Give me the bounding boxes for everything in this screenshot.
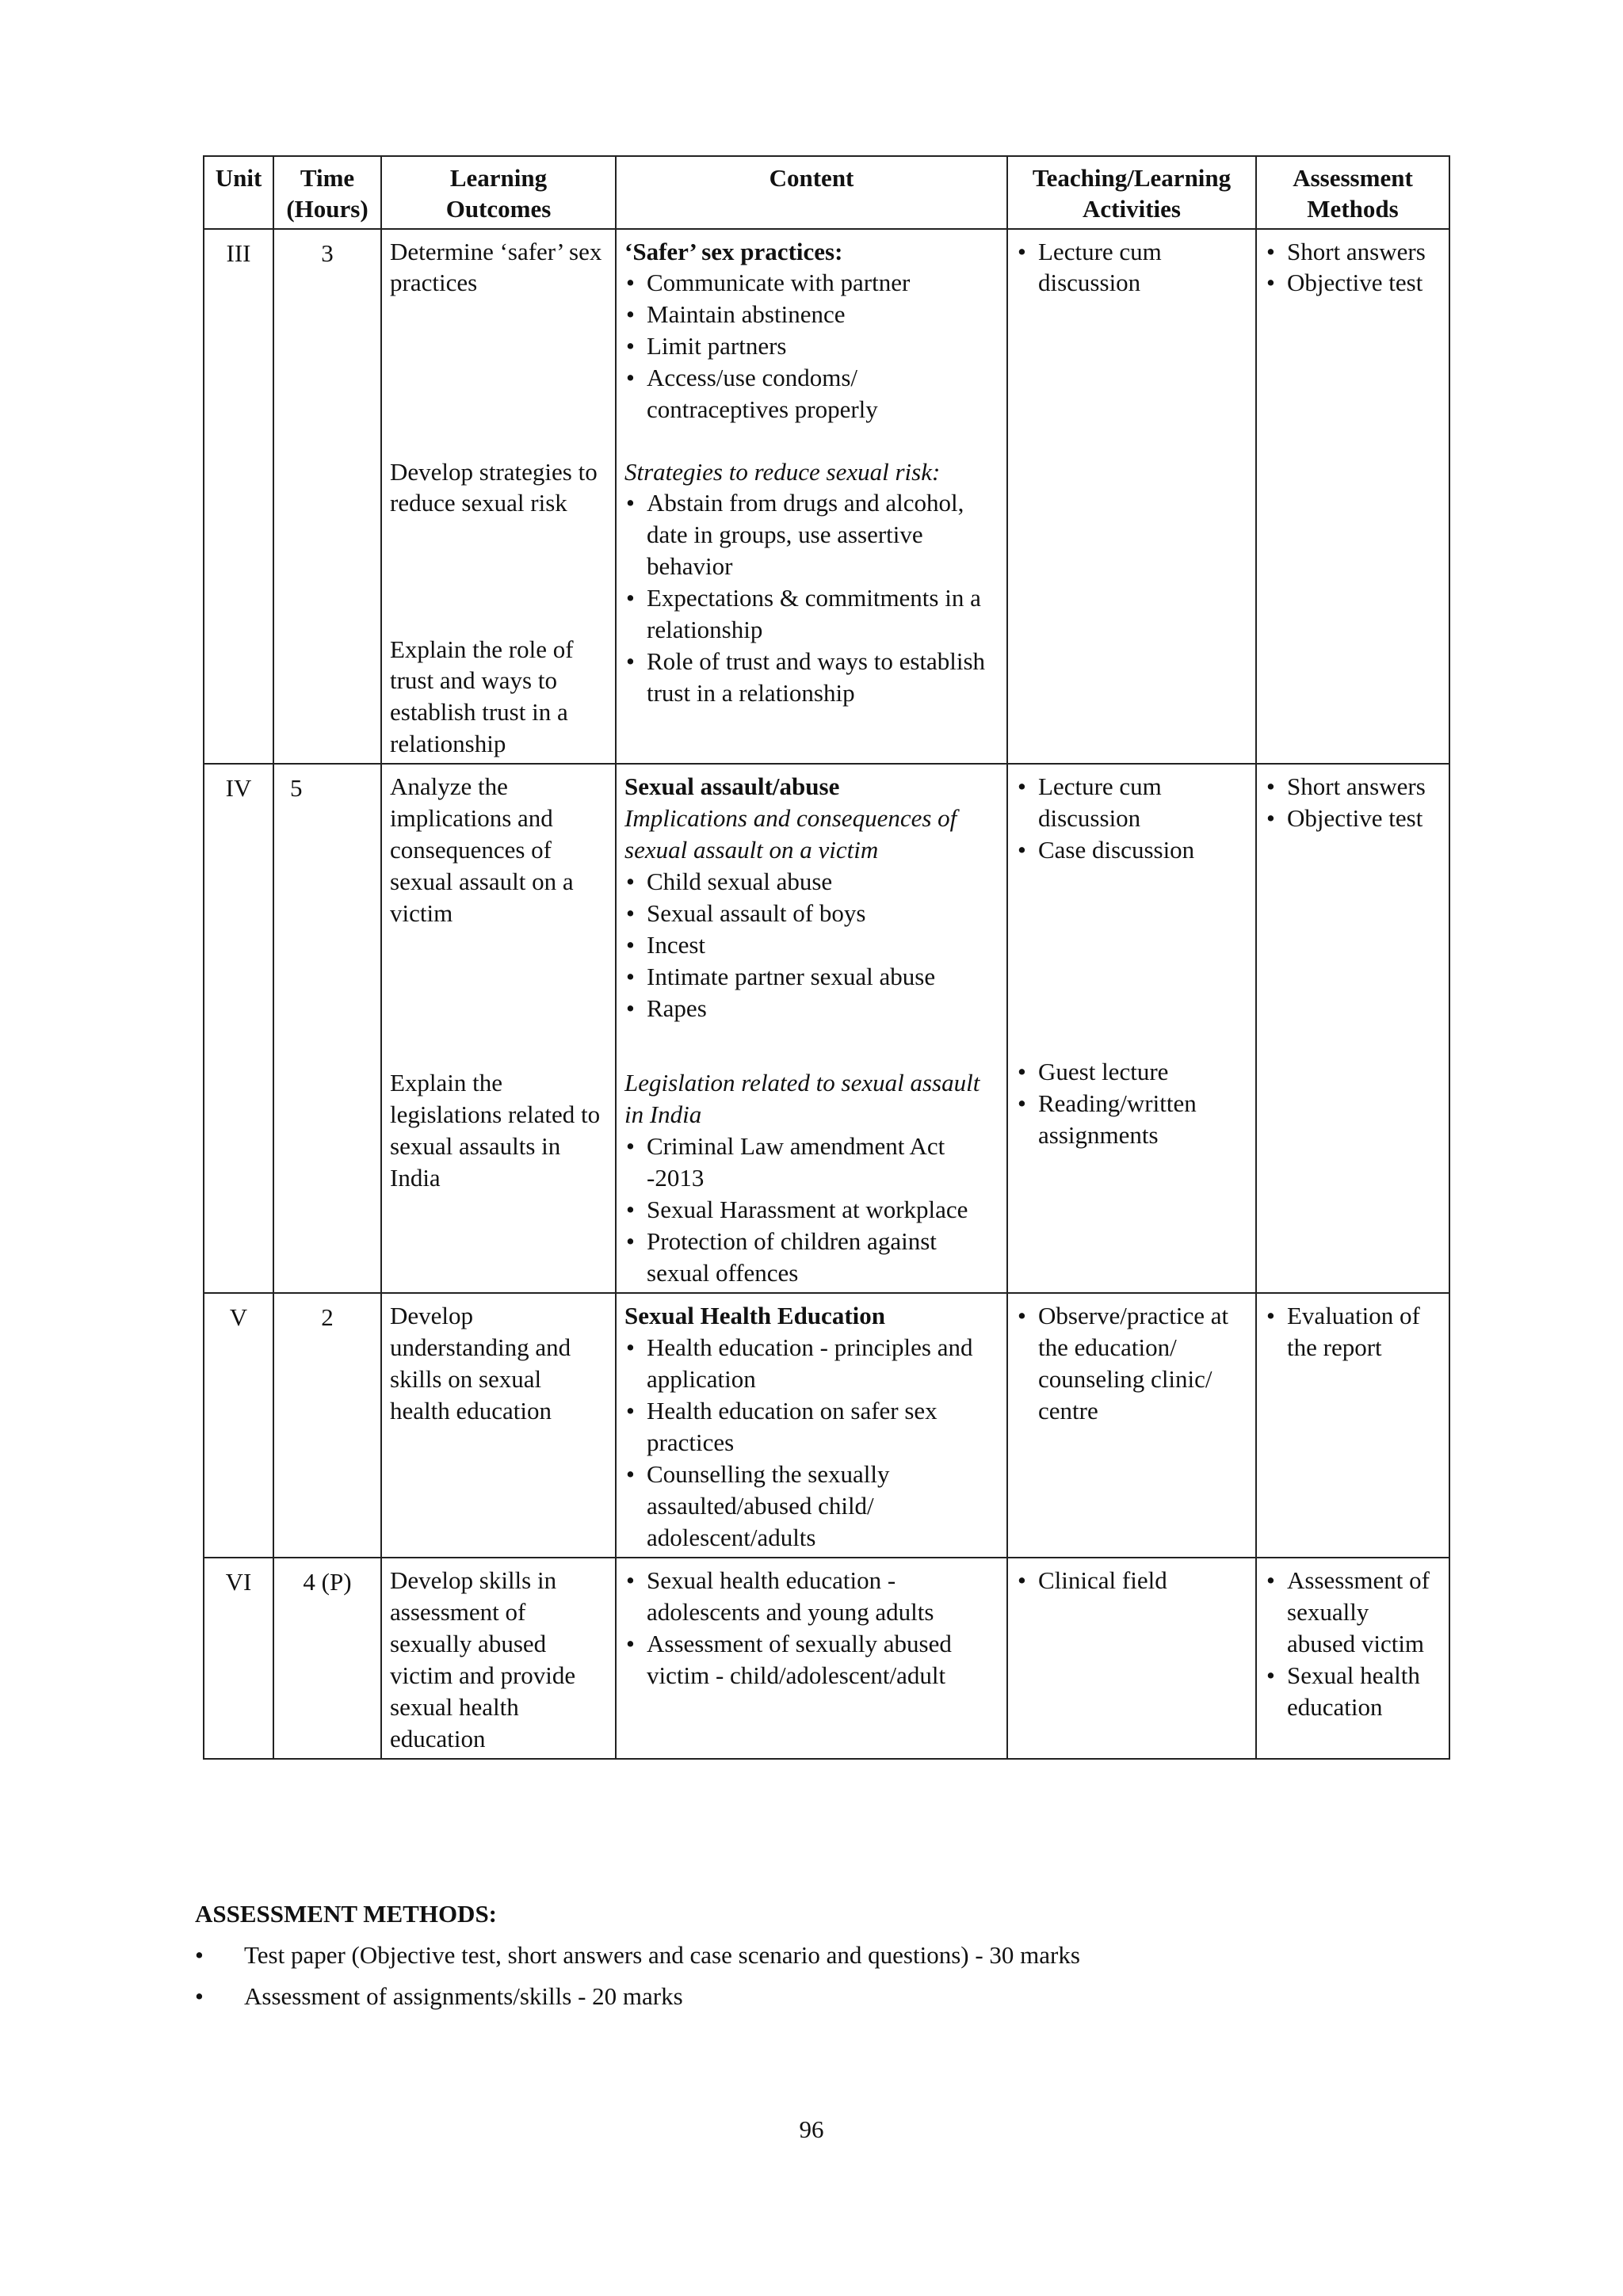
time-cell: 2: [273, 1293, 381, 1558]
content-subheading: Implications and consequences of sexual assault on a victim: [624, 804, 957, 864]
list-item: • Reading/written assignments: [1016, 1088, 1247, 1151]
time-cell: 4 (P): [273, 1558, 381, 1759]
list-item: • Communicate with partner: [624, 267, 999, 299]
list-item: • Intimate partner sexual abuse: [624, 961, 999, 993]
time-cell: 5: [273, 764, 381, 1293]
list-item: • Maintain abstinence: [624, 299, 999, 330]
list-item: • Sexual health education: [1265, 1660, 1441, 1723]
content-heading: ‘Safer’ sex practices:: [624, 237, 843, 265]
outcomes-cell: [381, 764, 616, 1293]
outcome-text: Explain the legislations related to sexual assaults in India: [390, 1069, 601, 1192]
content-block: [624, 1067, 999, 1289]
header-teaching-learning-activities: Teaching/Learning Activities: [1007, 156, 1256, 229]
content-block: [624, 236, 999, 456]
content-heading: Sexual Health Education: [624, 1302, 885, 1330]
header-learning-outcomes: Learning Outcomes: [381, 156, 616, 229]
list-item: • Sexual assault of boys: [624, 898, 999, 929]
content-cell: [616, 1293, 1007, 1558]
outcome-text: Develop understanding and skills on sexual health education: [390, 1302, 571, 1425]
list-item: • Incest: [624, 929, 999, 961]
activities-cell: [1007, 1558, 1256, 1759]
list-item: • Health education on safer sex practices: [624, 1395, 999, 1459]
list-item: • Protection of children against sexual offences: [624, 1226, 999, 1289]
list-item: • Rapes: [624, 993, 999, 1024]
table-header-row: [204, 156, 1449, 229]
list-item: • Access/use condoms/ contraceptives properly: [624, 362, 999, 425]
list-item: • Objective test: [1265, 803, 1441, 834]
list-item: • Assessment of assignments/skills - 20 marks: [195, 1981, 1463, 2022]
table-row-unit-vi: [204, 1558, 1449, 1759]
assessment-cell: [1256, 764, 1449, 1293]
list-item: • Evaluation of the report: [1265, 1300, 1441, 1363]
assessment-methods-list: [195, 1939, 1463, 2022]
list-item: • Assessment of sexually abused victim - child/adolescent/adult: [624, 1628, 999, 1691]
list-item: • Short answers: [1265, 236, 1441, 268]
list-item: • Health education - principles and application: [624, 1332, 999, 1395]
outcome-text: Analyze the implications and consequences of sexual assault on a victim: [390, 772, 574, 928]
outcome-text: Develop strategies to reduce sexual risk: [390, 457, 598, 517]
list-item: • Case discussion: [1016, 834, 1247, 866]
unit-cell: VI: [204, 1558, 273, 1759]
list-item: • Guest lecture: [1016, 1056, 1247, 1088]
list-item: • Sexual health education - adolescents and young adults: [624, 1565, 999, 1628]
content-cell: [616, 229, 1007, 765]
list-item: • Sexual Harassment at workplace: [624, 1194, 999, 1226]
unit-cell: V: [204, 1293, 273, 1558]
header-time: Time (Hours): [273, 156, 381, 229]
content-cell: [616, 1558, 1007, 1759]
unit-cell: III: [204, 229, 273, 765]
assessment-cell: [1256, 1558, 1449, 1759]
outcome-text: Determine ‘safer’ sex practices: [390, 237, 602, 297]
outcomes-cell: [381, 1558, 616, 1759]
content-block: [624, 646, 999, 709]
assessment-cell: [1256, 1293, 1449, 1558]
activities-cell: [1007, 1293, 1256, 1558]
list-item: • Child sexual abuse: [624, 866, 999, 898]
header-content: Content: [616, 156, 1007, 229]
header-assessment-methods: Assessment Methods: [1256, 156, 1449, 229]
outcomes-cell: [381, 1293, 616, 1558]
list-item: • Short answers: [1265, 771, 1441, 803]
list-item: • Clinical field: [1016, 1565, 1247, 1596]
list-item: • Test paper (Objective test, short answers and case scenario and questions) - 30 marks: [195, 1939, 1463, 1981]
content-block: [624, 771, 999, 1067]
content-subheading: Legislation related to sexual assault in India: [624, 1069, 980, 1129]
outcome-text: Explain the role of trust and ways to establish trust in a relationship: [390, 635, 574, 758]
content-heading: Sexual assault/abuse: [624, 772, 840, 801]
list-item: • Assessment of sexually abused victim: [1265, 1565, 1441, 1660]
assessment-methods-title: ASSESSMENT METHODS:: [195, 1900, 498, 1928]
table-row-unit-v: [204, 1293, 1449, 1558]
header-unit: Unit: [204, 156, 273, 229]
table-row-unit-iv: [204, 764, 1449, 1293]
assessment-cell: [1256, 229, 1449, 765]
activities-cell: [1007, 229, 1256, 765]
outcomes-cell: [381, 229, 616, 765]
list-item: • Objective test: [1265, 267, 1441, 299]
list-item: • Role of trust and ways to establish trust in a relationship: [624, 646, 999, 709]
list-item: • Abstain from drugs and alcohol, date in groups, use assertive behavior: [624, 487, 999, 582]
time-cell: 3: [273, 229, 381, 765]
page-number: 96: [799, 2115, 824, 2143]
list-item: • Counselling the sexually assaulted/abused child/ adolescent/adults: [624, 1459, 999, 1554]
list-item: • Expectations & commitments in a relationship: [624, 582, 999, 646]
list-item: • Criminal Law amendment Act -2013: [624, 1131, 999, 1194]
syllabus-table: [203, 155, 1450, 1760]
list-item: • Lecture cum discussion: [1016, 236, 1247, 299]
table-row-unit-iii: [204, 229, 1449, 765]
unit-cell: IV: [204, 764, 273, 1293]
content-block: [624, 456, 999, 646]
outcome-text: Develop skills in assessment of sexually abused victim and provide sexual health education: [390, 1566, 576, 1753]
content-subheading: Strategies to reduce sexual risk:: [624, 457, 941, 486]
list-item: • Lecture cum discussion: [1016, 771, 1247, 834]
activities-cell: [1007, 764, 1256, 1293]
content-cell: [616, 764, 1007, 1293]
list-item: • Limit partners: [624, 330, 999, 362]
list-item: • Observe/practice at the education/ counseling clinic/ centre: [1016, 1300, 1247, 1427]
